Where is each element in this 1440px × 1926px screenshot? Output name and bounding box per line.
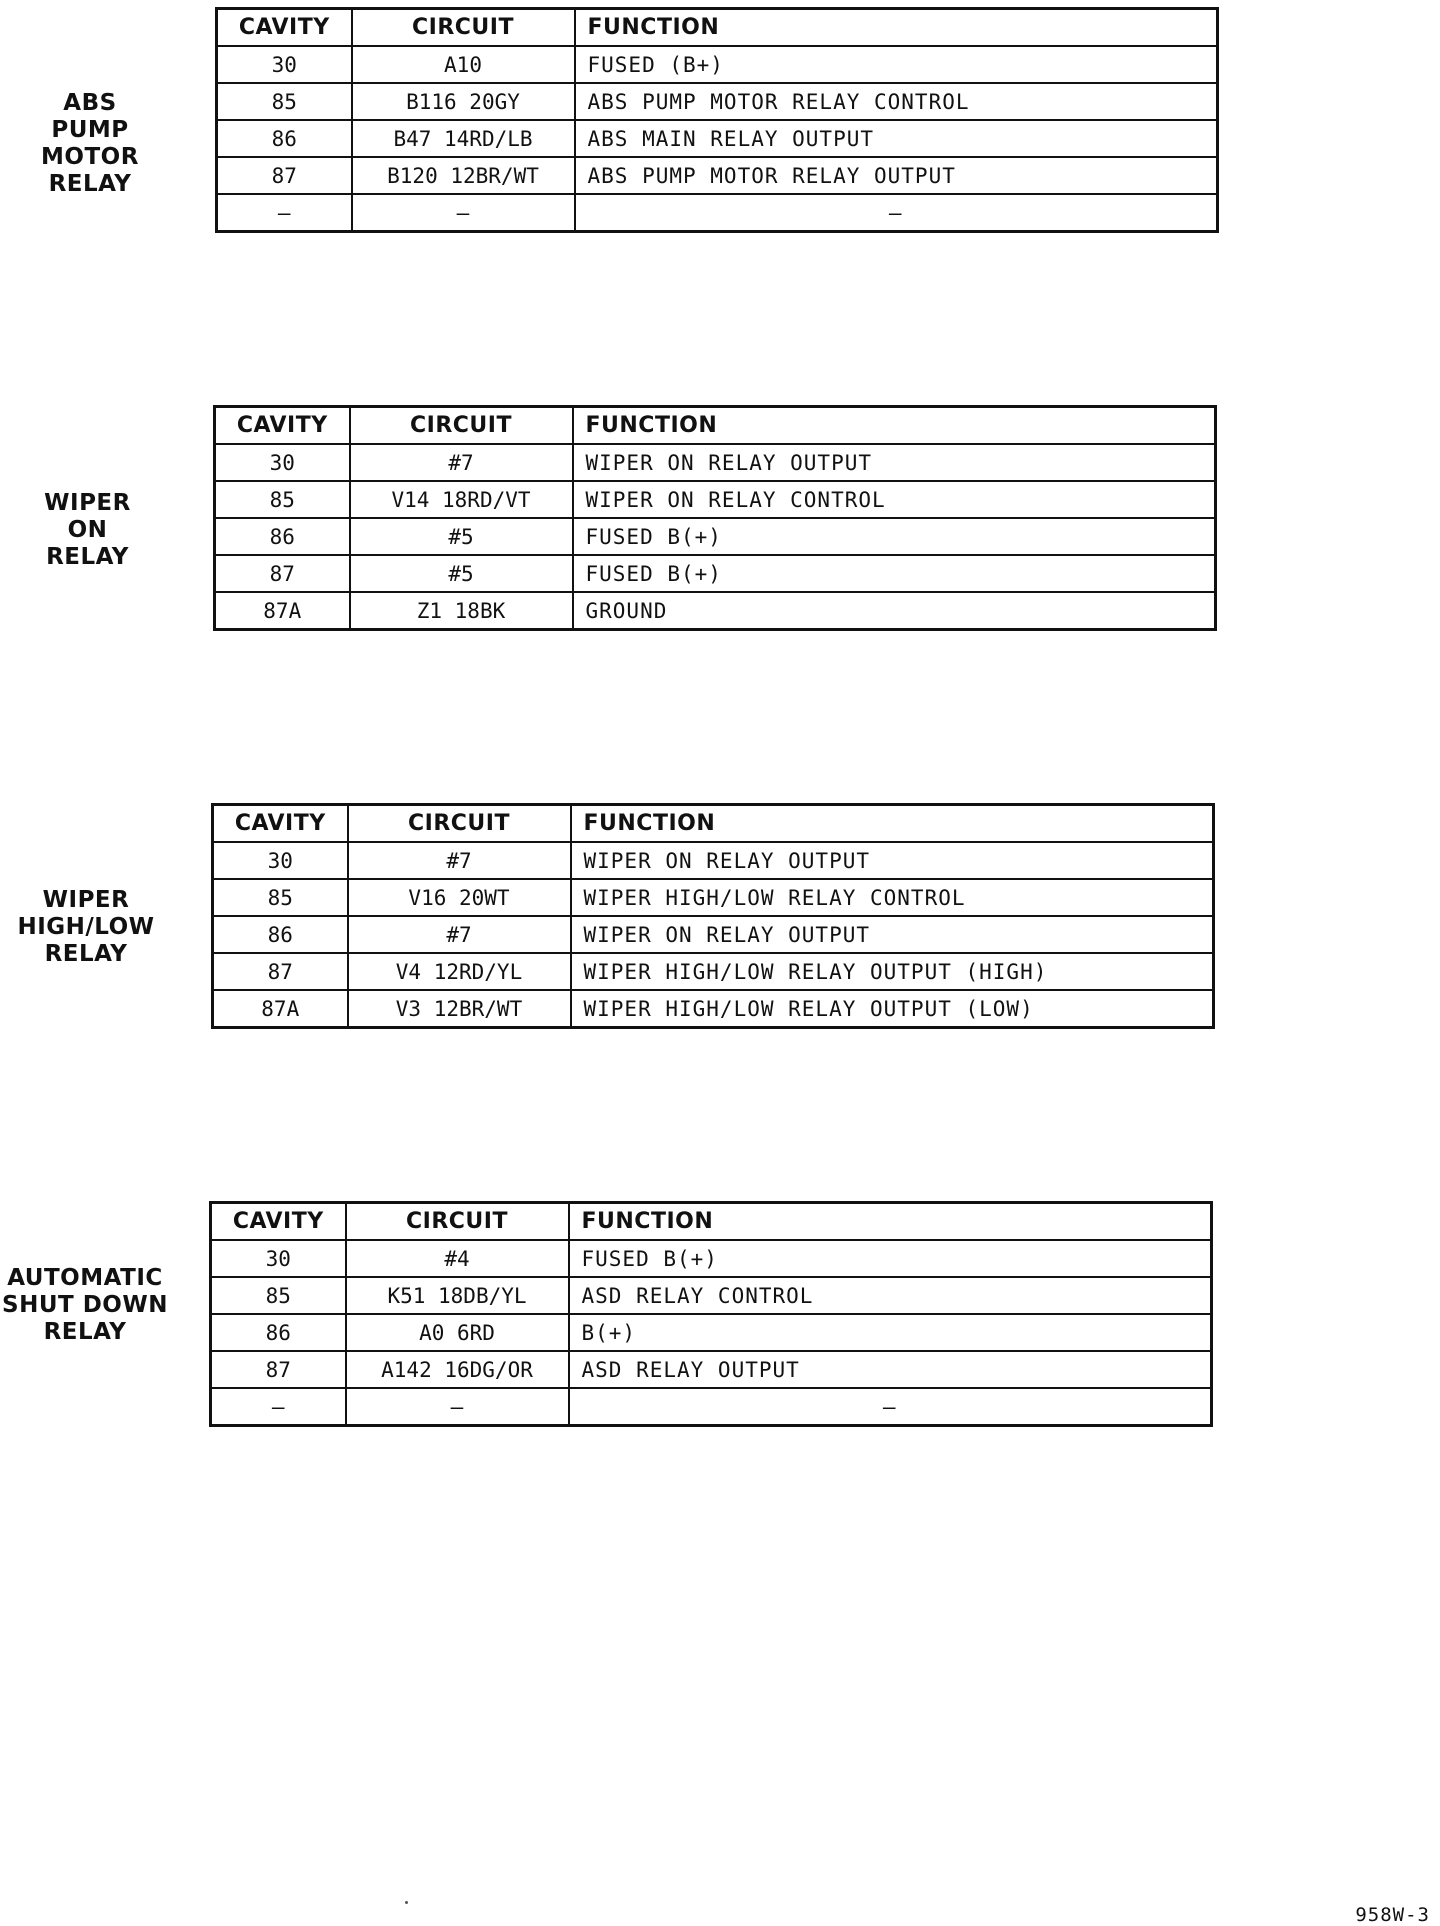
cavity-cell: 86: [211, 1314, 346, 1351]
circuit-cell: #5: [350, 518, 573, 555]
function-cell: ASD RELAY OUTPUT: [569, 1351, 1212, 1388]
cavity-cell: –: [217, 194, 352, 232]
table-row: [217, 194, 1218, 232]
header-circuit: CIRCUIT: [348, 805, 571, 843]
table-header-row: [211, 1203, 1212, 1241]
function-cell: B(+): [569, 1314, 1212, 1351]
cavity-cell: 85: [211, 1277, 346, 1314]
table-row: [213, 842, 1214, 879]
function-cell: WIPER HIGH/LOW RELAY CONTROL: [571, 879, 1214, 916]
table-row: [217, 120, 1218, 157]
function-cell: GROUND: [573, 592, 1216, 630]
table-header-row: [213, 805, 1214, 843]
table-row: [215, 444, 1216, 481]
table-row: [215, 555, 1216, 592]
header-circuit: CIRCUIT: [346, 1203, 569, 1241]
cavity-cell: 86: [215, 518, 350, 555]
cavity-cell: 87: [213, 953, 348, 990]
cavity-cell: 86: [217, 120, 352, 157]
connector-table-wiper-on: [213, 405, 1217, 631]
table-row: [213, 953, 1214, 990]
header-cavity: CAVITY: [215, 407, 350, 445]
function-cell: WIPER ON RELAY OUTPUT: [573, 444, 1216, 481]
table-row: [215, 481, 1216, 518]
table-row: [217, 46, 1218, 83]
table-row: [211, 1277, 1212, 1314]
table-row: [213, 916, 1214, 953]
table-row: [211, 1314, 1212, 1351]
cavity-cell: 87A: [213, 990, 348, 1028]
relay-label-wiper-on: WIPER ON RELAY: [44, 490, 131, 570]
function-cell: –: [575, 194, 1218, 232]
table-row: [213, 879, 1214, 916]
circuit-cell: V16 20WT: [348, 879, 571, 916]
cavity-cell: 30: [213, 842, 348, 879]
cavity-cell: 86: [213, 916, 348, 953]
relay-label-automatic-shut-down: AUTOMATIC SHUT DOWN RELAY: [2, 1265, 168, 1345]
header-cavity: CAVITY: [213, 805, 348, 843]
table-row: [217, 157, 1218, 194]
circuit-cell: –: [352, 194, 575, 232]
header-function: FUNCTION: [573, 407, 1216, 445]
relay-label-abs-pump-motor: ABS PUMP MOTOR RELAY: [41, 90, 139, 197]
circuit-cell: #7: [348, 916, 571, 953]
header-circuit: CIRCUIT: [352, 9, 575, 47]
cavity-cell: 30: [211, 1240, 346, 1277]
circuit-cell: #7: [348, 842, 571, 879]
header-function: FUNCTION: [569, 1203, 1212, 1241]
table-row: [215, 592, 1216, 630]
function-cell: ASD RELAY CONTROL: [569, 1277, 1212, 1314]
function-cell: FUSED B(+): [569, 1240, 1212, 1277]
page-id: 958W-3: [1355, 1904, 1430, 1926]
function-cell: –: [569, 1388, 1212, 1426]
cavity-cell: 85: [215, 481, 350, 518]
circuit-cell: A0 6RD: [346, 1314, 569, 1351]
cavity-cell: –: [211, 1388, 346, 1426]
function-cell: WIPER HIGH/LOW RELAY OUTPUT (LOW): [571, 990, 1214, 1028]
function-cell: WIPER ON RELAY OUTPUT: [571, 916, 1214, 953]
connector-table-automatic-shut-down: [209, 1201, 1213, 1427]
function-cell: ABS PUMP MOTOR RELAY CONTROL: [575, 83, 1218, 120]
table-row: [213, 990, 1214, 1028]
header-function: FUNCTION: [571, 805, 1214, 843]
circuit-cell: –: [346, 1388, 569, 1426]
circuit-cell: V14 18RD/VT: [350, 481, 573, 518]
function-cell: WIPER ON RELAY OUTPUT: [571, 842, 1214, 879]
cavity-cell: 85: [213, 879, 348, 916]
table-header-row: [215, 407, 1216, 445]
circuit-cell: #5: [350, 555, 573, 592]
table-row: [215, 518, 1216, 555]
cavity-cell: 30: [217, 46, 352, 83]
scan-speck: [405, 1901, 408, 1904]
circuit-cell: A142 16DG/OR: [346, 1351, 569, 1388]
function-cell: FUSED B(+): [573, 518, 1216, 555]
header-cavity: CAVITY: [211, 1203, 346, 1241]
circuit-cell: #4: [346, 1240, 569, 1277]
cavity-cell: 87: [215, 555, 350, 592]
table-row: [211, 1388, 1212, 1426]
table-row: [217, 83, 1218, 120]
circuit-cell: B47 14RD/LB: [352, 120, 575, 157]
cavity-cell: 87A: [215, 592, 350, 630]
circuit-cell: B120 12BR/WT: [352, 157, 575, 194]
header-circuit: CIRCUIT: [350, 407, 573, 445]
circuit-cell: B116 20GY: [352, 83, 575, 120]
header-cavity: CAVITY: [217, 9, 352, 47]
table-row: [211, 1240, 1212, 1277]
function-cell: FUSED (B+): [575, 46, 1218, 83]
function-cell: ABS MAIN RELAY OUTPUT: [575, 120, 1218, 157]
relay-label-wiper-high-low: WIPER HIGH/LOW RELAY: [17, 887, 155, 967]
function-cell: WIPER HIGH/LOW RELAY OUTPUT (HIGH): [571, 953, 1214, 990]
cavity-cell: 30: [215, 444, 350, 481]
table-row: [211, 1351, 1212, 1388]
connector-table-wiper-high-low: [211, 803, 1215, 1029]
circuit-cell: V3 12BR/WT: [348, 990, 571, 1028]
circuit-cell: K51 18DB/YL: [346, 1277, 569, 1314]
function-cell: ABS PUMP MOTOR RELAY OUTPUT: [575, 157, 1218, 194]
cavity-cell: 87: [217, 157, 352, 194]
cavity-cell: 87: [211, 1351, 346, 1388]
circuit-cell: A10: [352, 46, 575, 83]
function-cell: FUSED B(+): [573, 555, 1216, 592]
circuit-cell: Z1 18BK: [350, 592, 573, 630]
connector-table-abs-pump-motor: [215, 7, 1219, 233]
circuit-cell: #7: [350, 444, 573, 481]
circuit-cell: V4 12RD/YL: [348, 953, 571, 990]
function-cell: WIPER ON RELAY CONTROL: [573, 481, 1216, 518]
table-header-row: [217, 9, 1218, 47]
header-function: FUNCTION: [575, 9, 1218, 47]
cavity-cell: 85: [217, 83, 352, 120]
